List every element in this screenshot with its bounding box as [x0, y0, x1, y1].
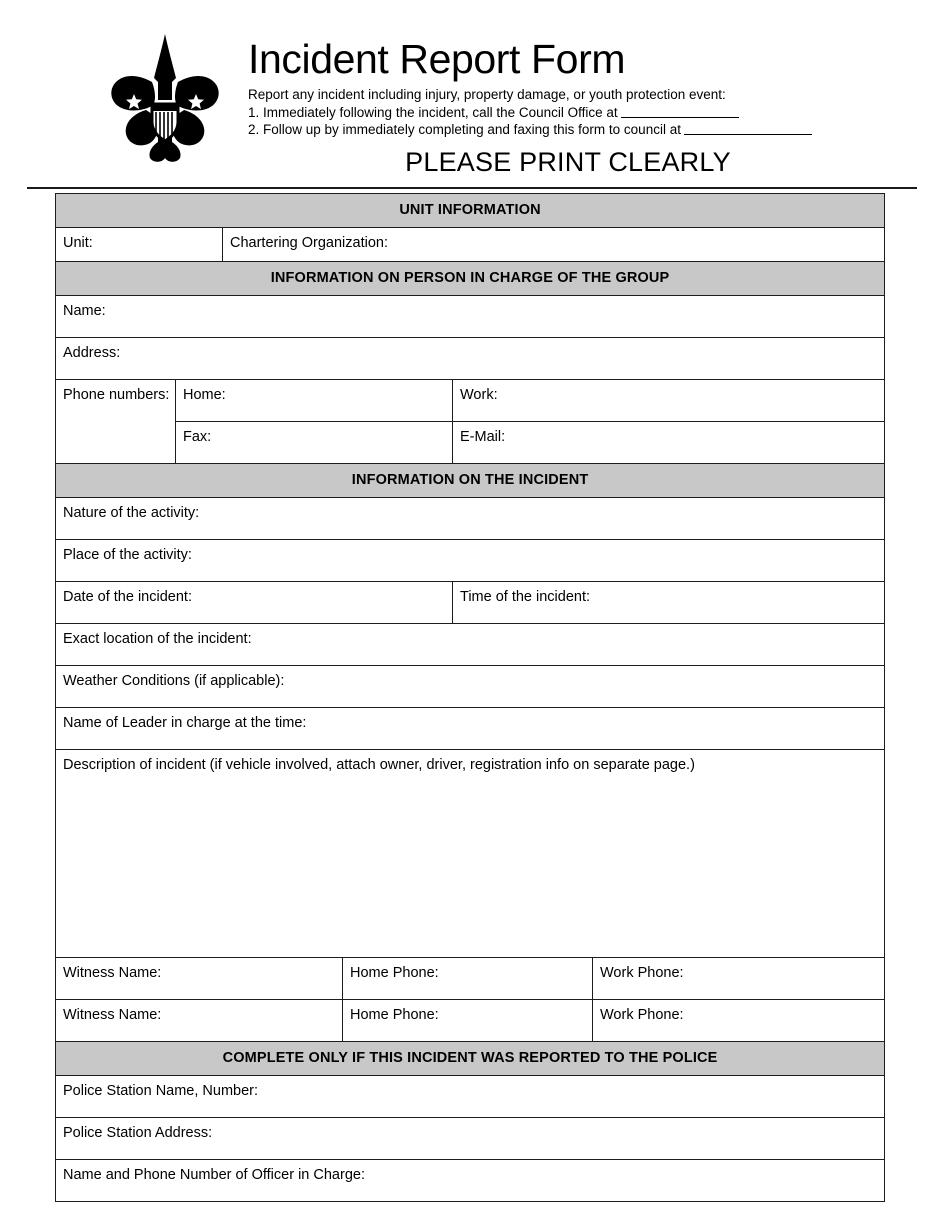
table-row: [56, 958, 885, 1000]
table-row: [56, 708, 885, 750]
table-row: [56, 1076, 885, 1118]
section-header-incident-information: INFORMATION ON THE INCIDENT: [56, 464, 885, 498]
table-row: [56, 1118, 885, 1160]
section-header-person-in-charge: INFORMATION ON PERSON IN CHARGE OF THE GROUP: [56, 262, 885, 296]
field-witness-home-phone-1[interactable]: Home Phone:: [343, 958, 593, 1000]
instruction-step-1-label: 1. Immediately following the incident, call the Council Office at: [248, 104, 618, 120]
field-email[interactable]: E-Mail:: [453, 422, 885, 464]
field-phone-numbers-label: Phone numbers:: [56, 380, 176, 464]
field-witness-work-phone-2[interactable]: Work Phone:: [593, 1000, 885, 1042]
field-police-station-name[interactable]: Police Station Name, Number:: [56, 1076, 885, 1118]
instruction-step-2: [248, 121, 808, 139]
section-header-unit-information: UNIT INFORMATION: [56, 194, 885, 228]
intro-text: Report any incident including injury, property damage, or youth protection event:: [248, 87, 726, 102]
field-time-of-incident[interactable]: Time of the incident:: [453, 582, 885, 624]
field-chartering-organization[interactable]: Chartering Organization:: [223, 228, 885, 262]
table-row: [56, 540, 885, 582]
field-home-phone[interactable]: Home:: [176, 380, 453, 422]
table-row: [56, 380, 885, 422]
table-row: [56, 582, 885, 624]
table-row: [56, 262, 885, 296]
field-address[interactable]: Address:: [56, 338, 885, 380]
field-name[interactable]: Name:: [56, 296, 885, 338]
instruction-step-2-label: 2. Follow up by immediately completing and faxing this form to council at: [248, 122, 681, 137]
field-weather-conditions[interactable]: Weather Conditions (if applicable):: [56, 666, 885, 708]
instruction-step-1: [248, 104, 808, 122]
bsa-fleur-de-lis-emblem-icon: [106, 30, 224, 163]
table-row: [56, 464, 885, 498]
field-police-station-address[interactable]: Police Station Address:: [56, 1118, 885, 1160]
incident-report-table: [55, 193, 885, 1202]
table-row: [56, 666, 885, 708]
field-officer-in-charge[interactable]: Name and Phone Number of Officer in Charge:: [56, 1160, 885, 1202]
print-clearly-notice: PLEASE PRINT CLEARLY: [405, 147, 731, 177]
form-header: [0, 0, 947, 188]
field-place-of-activity[interactable]: Place of the activity:: [56, 540, 885, 582]
table-row: [56, 296, 885, 338]
field-fax[interactable]: Fax:: [176, 422, 453, 464]
field-nature-of-activity[interactable]: Nature of the activity:: [56, 498, 885, 540]
header-text-block: [248, 36, 808, 139]
field-witness-work-phone-1[interactable]: Work Phone:: [593, 958, 885, 1000]
council-office-phone-blank[interactable]: [621, 106, 739, 118]
table-row: [56, 1160, 885, 1202]
field-witness-home-phone-2[interactable]: Home Phone:: [343, 1000, 593, 1042]
field-work-phone[interactable]: Work:: [453, 380, 885, 422]
field-witness-name-2[interactable]: Witness Name:: [56, 1000, 343, 1042]
table-row: [56, 422, 885, 464]
table-row: [56, 750, 885, 958]
table-row: [56, 228, 885, 262]
field-date-of-incident[interactable]: Date of the incident:: [56, 582, 453, 624]
table-row: [56, 624, 885, 666]
table-row: [56, 498, 885, 540]
table-row: [56, 338, 885, 380]
field-description-of-incident[interactable]: Description of incident (if vehicle involved, attach owner, driver, registration info on separate page.): [56, 750, 885, 958]
council-fax-blank[interactable]: [684, 123, 812, 135]
field-unit[interactable]: Unit:: [56, 228, 223, 262]
table-row: [56, 194, 885, 228]
page-title: Incident Report Form: [248, 36, 626, 82]
table-row: [56, 1000, 885, 1042]
table-row: [56, 1042, 885, 1076]
section-header-police: COMPLETE ONLY IF THIS INCIDENT WAS REPORTED TO THE POLICE: [56, 1042, 885, 1076]
header-divider-rule: [27, 187, 917, 189]
field-witness-name-1[interactable]: Witness Name:: [56, 958, 343, 1000]
field-exact-location[interactable]: Exact location of the incident:: [56, 624, 885, 666]
field-leader-name[interactable]: Name of Leader in charge at the time:: [56, 708, 885, 750]
